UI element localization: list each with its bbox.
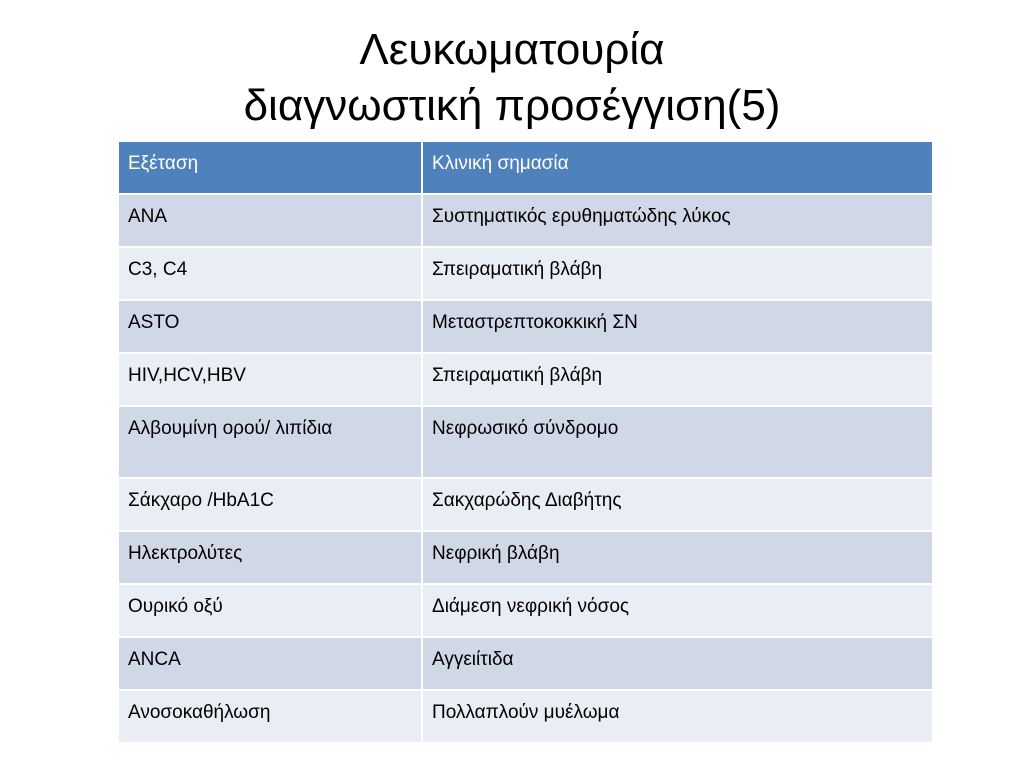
- table-row: [118, 300, 933, 353]
- slide-title-line-2: διαγνωστική προσέγγιση(5): [243, 81, 781, 130]
- table-row: [118, 194, 933, 247]
- tests-table: [117, 140, 934, 744]
- table-row: [118, 637, 933, 690]
- table-row: [118, 478, 933, 531]
- test-cell: Αλβουμίνη ορού/ λιπίδια: [118, 406, 422, 478]
- test-cell: Ανοσοκαθήλωση: [118, 690, 422, 743]
- test-cell: ANA: [118, 194, 422, 247]
- table-row: [118, 690, 933, 743]
- test-cell: ANCA: [118, 637, 422, 690]
- significance-cell: Αγγειίτιδα: [422, 637, 933, 690]
- table-row: [118, 247, 933, 300]
- slide-title-line-1: Λευκωματουρία: [359, 25, 665, 74]
- significance-cell: Σπειραματική βλάβη: [422, 353, 933, 406]
- significance-cell: Διάμεση νεφρική νόσος: [422, 584, 933, 637]
- table-row: [118, 353, 933, 406]
- test-cell: Ουρικό οξύ: [118, 584, 422, 637]
- test-cell: HIV,HCV,HBV: [118, 353, 422, 406]
- significance-cell: Συστηματικός ερυθηματώδης λύκος: [422, 194, 933, 247]
- test-cell: ASTO: [118, 300, 422, 353]
- significance-cell: Νεφρική βλάβη: [422, 531, 933, 584]
- significance-cell: Νεφρωσικό σύνδρομο: [422, 406, 933, 478]
- significance-cell: Σπειραματική βλάβη: [422, 247, 933, 300]
- header-clinical-significance: Κλινική σημασία: [422, 141, 933, 194]
- table-header-row: [118, 141, 933, 194]
- test-cell: Σάκχαρο /HbA1C: [118, 478, 422, 531]
- test-cell: C3, C4: [118, 247, 422, 300]
- significance-cell: Μεταστρεπτοκοκκική ΣΝ: [422, 300, 933, 353]
- table-row: [118, 406, 933, 478]
- significance-cell: Σακχαρώδης Διαβήτης: [422, 478, 933, 531]
- table-row: [118, 531, 933, 584]
- table-row: [118, 584, 933, 637]
- header-test: Εξέταση: [118, 141, 422, 194]
- significance-cell: Πολλαπλούν μυέλωμα: [422, 690, 933, 743]
- test-cell: Ηλεκτρολύτες: [118, 531, 422, 584]
- slide-title: [0, 22, 1024, 134]
